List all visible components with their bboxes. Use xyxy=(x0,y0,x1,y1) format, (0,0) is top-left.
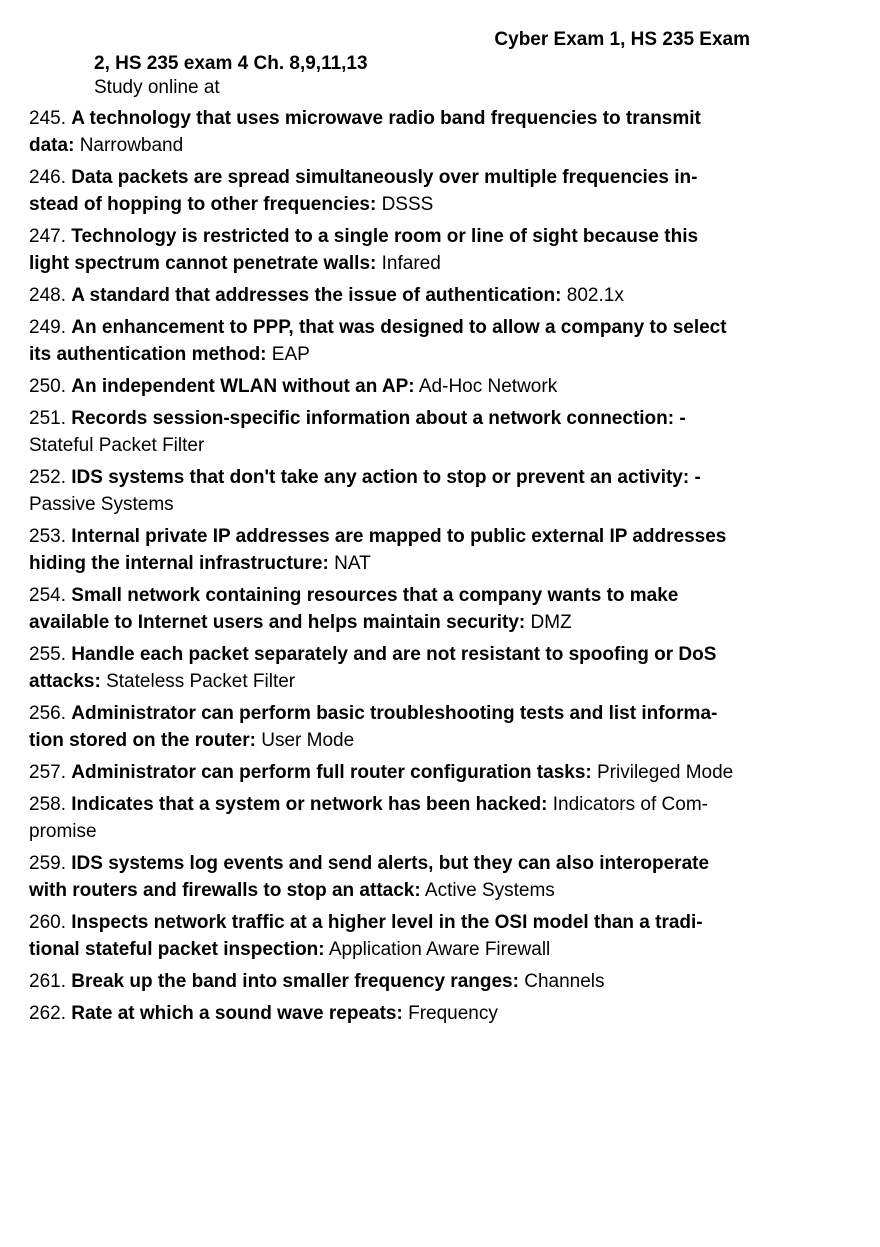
entry-number: 258. xyxy=(29,794,66,815)
flashcard-entry xyxy=(29,582,739,636)
entry-answer: Passive Systems xyxy=(29,494,174,515)
entry-number: 247. xyxy=(29,226,66,247)
entry-answer: Stateful Packet Filter xyxy=(29,435,205,456)
flashcard-entry xyxy=(29,164,739,218)
flashcard-entry xyxy=(29,850,739,904)
entry-question: Administrator can perform basic troubleshooting tests and list informa-tion stored on the router: xyxy=(29,703,718,751)
entry-answer: 802.1x xyxy=(566,285,624,306)
entry-number: 252. xyxy=(29,467,66,488)
entry-question: Inspects network traffic at a higher level in the OSI model than a tradi-tional stateful packet inspection: xyxy=(29,912,703,960)
flashcard-entry xyxy=(29,105,739,159)
entry-number: 251. xyxy=(29,408,66,429)
header-subtitle: Study online at xyxy=(94,77,220,98)
entry-answer: DMZ xyxy=(530,612,572,633)
entry-question: Break up the band into smaller frequency ranges: xyxy=(71,971,519,992)
entry-answer: Ad-Hoc Network xyxy=(418,376,558,397)
entry-question: Internal private IP addresses are mapped to public external IP addresses hiding the internal infrastructure: xyxy=(29,526,727,574)
header-title-line1: Cyber Exam 1, HS 235 Exam xyxy=(494,29,750,50)
header-title-line2: 2, HS 235 exam 4 Ch. 8,9,11,13 xyxy=(94,53,368,74)
entry-answer: EAP xyxy=(271,344,310,365)
flashcard-entry xyxy=(29,791,739,845)
entry-question: IDS systems log events and send alerts, but they can also interoperate with routers and firewalls to stop an attack: xyxy=(29,853,710,901)
flashcard-entry xyxy=(29,314,739,368)
entry-question: Indicates that a system or network has been hacked: xyxy=(71,794,548,815)
flashcard-entry xyxy=(29,968,739,995)
flashcard-entry xyxy=(29,223,739,277)
entry-question: Technology is restricted to a single room or line of sight because this light spectrum cannot penetrate walls: xyxy=(29,226,699,274)
entry-question: An enhancement to PPP, that was designed to allow a company to select its authentication method: xyxy=(29,317,727,365)
flashcard-entry xyxy=(29,523,739,577)
entry-answer: Stateless Packet Filter xyxy=(106,671,296,692)
entry-number: 256. xyxy=(29,703,66,724)
entry-answer: Narrowband xyxy=(79,135,184,156)
flashcard-entry xyxy=(29,373,739,400)
flashcard-entry xyxy=(29,282,739,309)
flashcard-entry xyxy=(29,909,739,963)
entry-number: 249. xyxy=(29,317,66,338)
entry-question: Data packets are spread simultaneously over multiple frequencies in-stead of hopping to other frequencies: xyxy=(29,167,698,215)
entry-number: 262. xyxy=(29,1003,66,1024)
entry-question: Records session-specific information about a network connection: - xyxy=(71,408,686,429)
flashcard-entry xyxy=(29,405,739,459)
entry-answer: User Mode xyxy=(261,730,355,751)
flashcard-entry xyxy=(29,464,739,518)
entry-answer: Application Aware Firewall xyxy=(328,939,551,960)
flashcard-list xyxy=(29,105,739,1032)
entry-number: 245. xyxy=(29,108,66,129)
entry-question: A standard that addresses the issue of authentication: xyxy=(71,285,562,306)
entry-answer: Channels xyxy=(524,971,605,992)
flashcard-entry xyxy=(29,700,739,754)
entry-number: 259. xyxy=(29,853,66,874)
entry-number: 261. xyxy=(29,971,66,992)
document-header xyxy=(94,28,750,100)
entry-answer: DSSS xyxy=(381,194,434,215)
entry-question: Administrator can perform full router configuration tasks: xyxy=(71,762,592,783)
flashcard-entry xyxy=(29,1000,739,1027)
entry-number: 254. xyxy=(29,585,66,606)
entry-question: Rate at which a sound wave repeats: xyxy=(71,1003,403,1024)
entry-question: Handle each packet separately and are not resistant to spoofing or DoS attacks: xyxy=(29,644,717,692)
entry-question: An independent WLAN without an AP: xyxy=(71,376,415,397)
entry-question: Small network containing resources that a company wants to make available to Internet users and helps maintain security: xyxy=(29,585,679,633)
entry-number: 248. xyxy=(29,285,66,306)
flashcard-entry xyxy=(29,759,739,786)
entry-answer: Indicators of Com-promise xyxy=(29,794,708,842)
flashcard-entry xyxy=(29,641,739,695)
entry-number: 253. xyxy=(29,526,66,547)
entry-answer: Frequency xyxy=(408,1003,498,1024)
entry-number: 246. xyxy=(29,167,66,188)
entry-answer: Privileged Mode xyxy=(597,762,734,783)
entry-number: 260. xyxy=(29,912,66,933)
entry-answer: Active Systems xyxy=(424,880,555,901)
entry-question: IDS systems that don't take any action to stop or prevent an activity: - xyxy=(71,467,701,488)
entry-number: 255. xyxy=(29,644,66,665)
entry-question: A technology that uses microwave radio band frequencies to transmit data: xyxy=(29,108,701,156)
entry-number: 257. xyxy=(29,762,66,783)
entry-number: 250. xyxy=(29,376,66,397)
entry-answer: NAT xyxy=(334,553,371,574)
entry-answer: Infared xyxy=(381,253,441,274)
